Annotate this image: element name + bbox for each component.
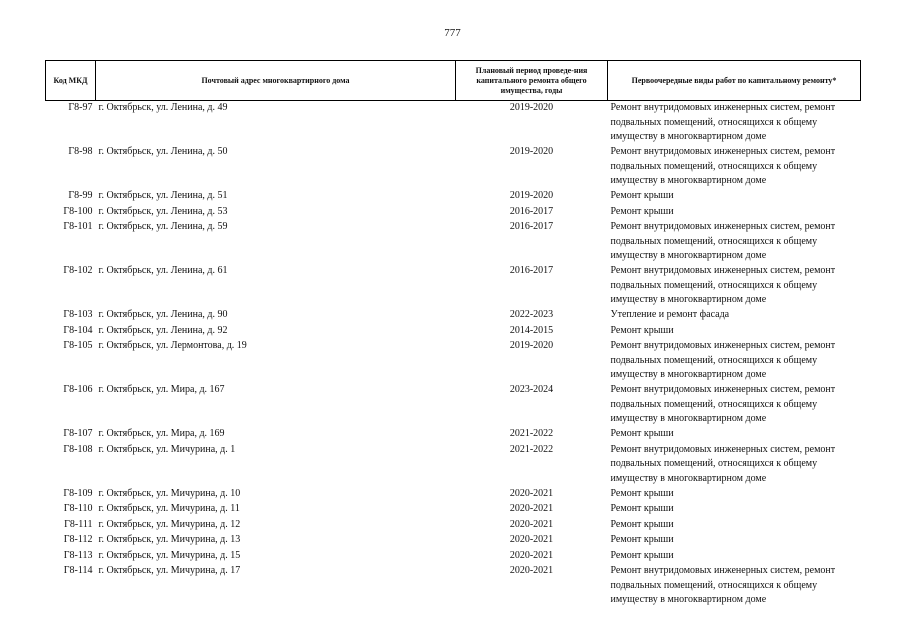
cell-code: Г8-106	[63, 384, 93, 395]
cell-code: Г8-109	[63, 487, 93, 499]
cell-works: Ремонт крыши	[610, 503, 674, 514]
table-row	[46, 324, 861, 340]
cell-period: 2019-2020	[509, 190, 554, 201]
table-row	[46, 564, 861, 608]
cell-code: Г8-113	[63, 549, 93, 561]
cell-works: Ремонт крыши	[610, 428, 674, 439]
cell-code: Г8-100	[63, 205, 93, 217]
cell-code: Г8-110	[63, 503, 93, 514]
cell-code: Г8-103	[63, 309, 93, 320]
table-row	[46, 383, 861, 427]
cell-code: Г8-97	[68, 102, 93, 113]
cell-address: г. Октябрьск, ул. Ленина, д. 59	[98, 221, 228, 232]
page-number: 777	[444, 27, 461, 39]
table-row	[46, 533, 861, 549]
cell-address: г. Октябрьск, ул. Ленина, д. 51	[98, 190, 228, 201]
cell-address: г. Октябрьск, ул. Мичурина, д. 10	[98, 487, 241, 499]
header-works: Первоочередные виды работ по капитальному ремонту*	[608, 61, 861, 101]
cell-address: г. Октябрьск, ул. Ленина, д. 53	[98, 205, 228, 217]
table-row	[46, 502, 861, 518]
cell-works: Ремонт крыши	[610, 534, 674, 545]
header-code: Код МКД	[46, 61, 96, 101]
cell-address: г. Октябрьск, ул. Мичурина, д. 13	[98, 534, 241, 545]
table-row	[46, 427, 861, 443]
cell-works: Ремонт крыши	[610, 518, 674, 530]
cell-works: Ремонт крыши	[610, 324, 674, 336]
cell-period: 2019-2020	[509, 102, 554, 113]
cell-code: Г8-108	[63, 443, 93, 455]
table-header-row	[46, 61, 861, 101]
cell-works: Ремонт внутридомовых инженерных систем, ремонт подвальных помещений, относящихся к общему имуществу в многоквартирном доме	[610, 384, 836, 425]
cell-code: Г8-101	[63, 221, 93, 232]
cell-period: 2020-2021	[509, 549, 554, 561]
table-body	[46, 101, 861, 609]
cell-address: г. Октябрьск, ул. Мичурина, д. 17	[98, 565, 241, 576]
cell-works: Утепление и ремонт фасада	[610, 309, 730, 320]
cell-period: 2014-2015	[509, 324, 554, 336]
header-period: Плановый период проведе-ния капитального ремонта общего имущества, годы	[456, 61, 608, 101]
cell-works: Ремонт внутридомовых инженерных систем, ремонт подвальных помещений, относящихся к общему имуществу в многоквартирном доме	[610, 265, 836, 306]
cell-address: г. Октябрьск, ул. Мира, д. 169	[98, 428, 225, 439]
cell-code: Г8-98	[68, 146, 93, 157]
cell-address: г. Октябрьск, ул. Ленина, д. 61	[98, 265, 228, 276]
cell-period: 2020-2021	[509, 534, 554, 545]
cell-period: 2021-2022	[509, 428, 554, 439]
cell-works: Ремонт внутридомовых инженерных систем, ремонт подвальных помещений, относящихся к общему имуществу в многоквартирном доме	[610, 565, 836, 606]
repair-schedule-table	[45, 60, 861, 608]
cell-works: Ремонт крыши	[610, 205, 674, 217]
table-row	[46, 264, 861, 308]
cell-period: 2023-2024	[509, 384, 554, 395]
table-row	[46, 443, 861, 487]
cell-address: г. Октябрьск, ул. Ленина, д. 49	[98, 102, 228, 113]
cell-works: Ремонт внутридомовых инженерных систем, ремонт подвальных помещений, относящихся к общему имуществу в многоквартирном доме	[610, 340, 836, 381]
table-row	[46, 339, 861, 383]
cell-period: 2020-2021	[509, 565, 554, 576]
cell-period: 2020-2021	[509, 487, 554, 499]
cell-period: 2019-2020	[509, 340, 554, 351]
cell-works: Ремонт внутридомовых инженерных систем, ремонт подвальных помещений, относящихся к общему имуществу в многоквартирном доме	[610, 443, 836, 484]
cell-code: Г8-102	[63, 265, 93, 276]
cell-address: г. Октябрьск, ул. Мичурина, д. 11	[98, 503, 240, 514]
cell-works: Ремонт крыши	[610, 487, 674, 499]
table-row	[46, 205, 861, 221]
cell-address: г. Октябрьск, ул. Ленина, д. 92	[98, 324, 228, 336]
table-row	[46, 308, 861, 324]
cell-code: Г8-99	[68, 190, 93, 201]
cell-address: г. Октябрьск, ул. Ленина, д. 50	[98, 146, 228, 157]
cell-address: г. Октябрьск, ул. Лермонтова, д. 19	[98, 340, 247, 351]
cell-works: Ремонт крыши	[610, 190, 674, 201]
table-row	[46, 145, 861, 189]
cell-code: Г8-114	[63, 565, 93, 576]
cell-address: г. Октябрьск, ул. Ленина, д. 90	[98, 309, 228, 320]
cell-code: Г8-112	[63, 534, 93, 545]
cell-address: г. Октябрьск, ул. Мичурина, д. 12	[98, 518, 241, 530]
cell-code: Г8-107	[63, 428, 93, 439]
cell-period: 2020-2021	[509, 518, 554, 530]
cell-period: 2016-2017	[509, 205, 554, 217]
header-address: Почтовый адрес многоквартирного дома	[96, 61, 456, 101]
cell-code: Г8-105	[63, 340, 93, 351]
cell-period: 2021-2022	[509, 443, 554, 455]
cell-works: Ремонт внутридомовых инженерных систем, ремонт подвальных помещений, относящихся к общему имуществу в многоквартирном доме	[610, 146, 836, 187]
cell-period: 2019-2020	[509, 146, 554, 157]
table-row	[46, 487, 861, 503]
table-row	[46, 518, 861, 534]
cell-works: Ремонт крыши	[610, 549, 674, 561]
cell-code: Г8-111	[64, 518, 93, 530]
cell-works: Ремонт внутридомовых инженерных систем, ремонт подвальных помещений, относящихся к общему имуществу в многоквартирном доме	[610, 221, 836, 262]
cell-code: Г8-104	[63, 324, 93, 336]
table-row	[46, 189, 861, 205]
cell-address: г. Октябрьск, ул. Мира, д. 167	[98, 384, 225, 395]
table-row	[46, 101, 861, 146]
table-row	[46, 220, 861, 264]
cell-period: 2016-2017	[509, 221, 554, 232]
cell-period: 2020-2021	[509, 503, 554, 514]
cell-period: 2016-2017	[509, 265, 554, 276]
table-row	[46, 549, 861, 565]
cell-address: г. Октябрьск, ул. Мичурина, д. 1	[98, 443, 236, 455]
cell-works: Ремонт внутридомовых инженерных систем, ремонт подвальных помещений, относящихся к общему имуществу в многоквартирном доме	[610, 102, 836, 143]
cell-period: 2022-2023	[509, 309, 554, 320]
cell-address: г. Октябрьск, ул. Мичурина, д. 15	[98, 549, 241, 561]
